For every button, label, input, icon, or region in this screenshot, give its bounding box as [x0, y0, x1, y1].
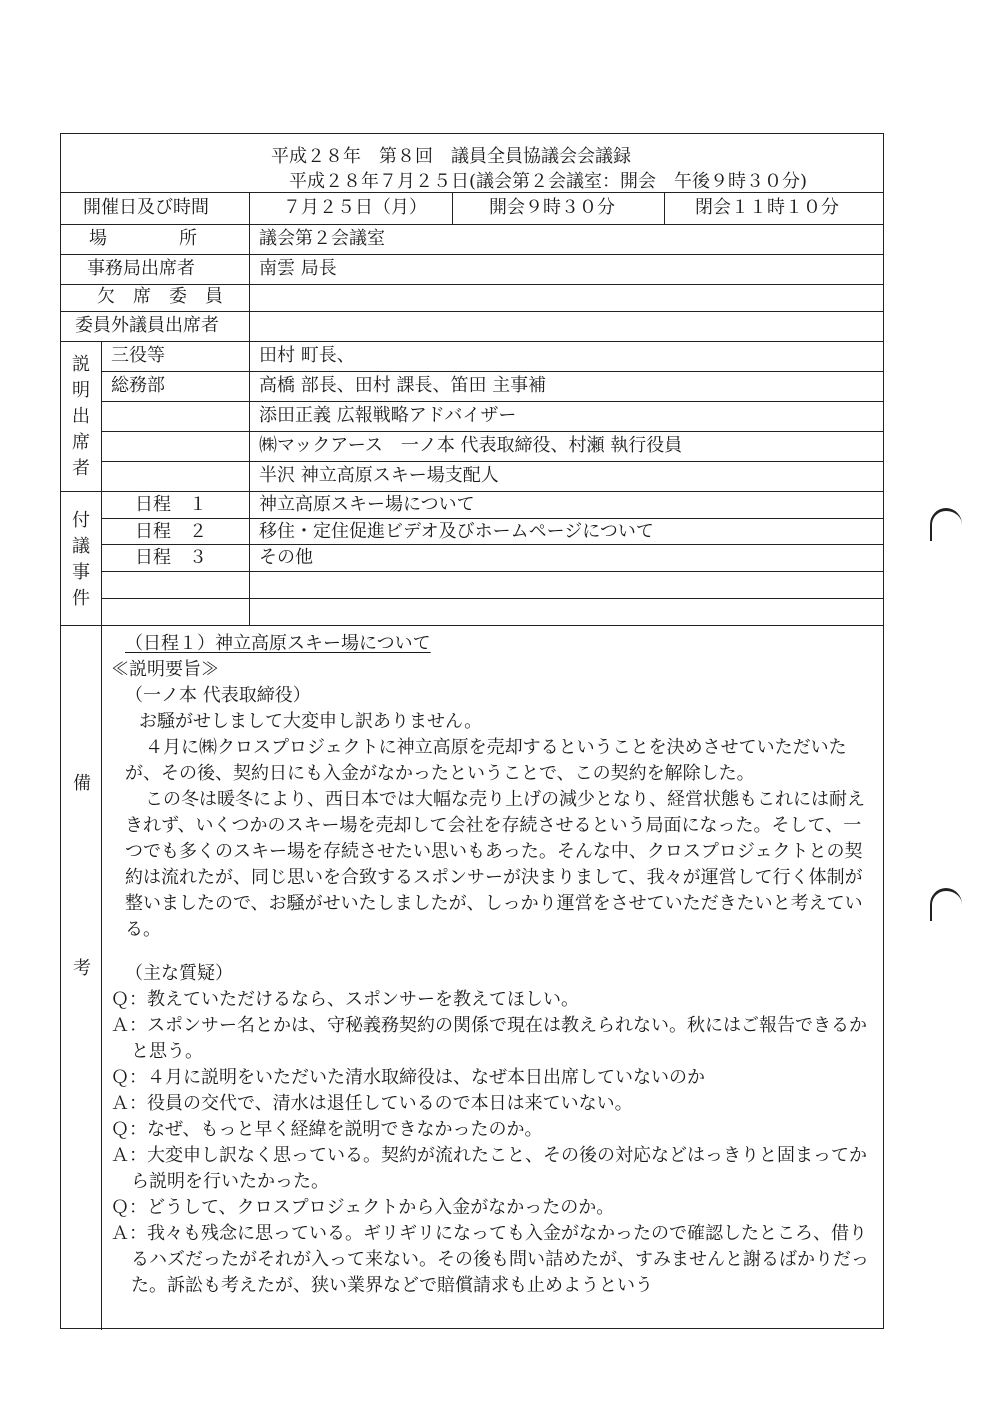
datetime-label: 開催日及び時間 [83, 197, 209, 218]
close-time: 閉会１１時１０分 [695, 197, 839, 218]
speaker-label: （一ノ本 代表取締役） [125, 685, 311, 706]
office-attendee-value: 南雲 局長 [259, 258, 337, 279]
agenda-item-number: 日程 １ [135, 494, 207, 515]
office-attendee-label: 事務局出席者 [87, 258, 195, 279]
attendee-names: 田村 町長、 [259, 345, 355, 366]
attendee-group: 三役等 [111, 345, 165, 366]
document-subtitle: 平成２８年７月２５日(議会第２会議室：開会 午後９時３０分) [289, 171, 808, 192]
qa-line: Ｑ：どうして、クロスプロジェクトから入金がなかったのか。 [111, 1197, 615, 1218]
attendee-names: 半沢 神立高原スキー場支配人 [259, 465, 499, 486]
qa-line: Ａ：大変申し訳なく思っている。契約が流れたこと、その後の対応などはっきりと固まってから説明を行いたかった。 [111, 1145, 867, 1192]
place-label: 場 所 [89, 228, 197, 249]
attendee-names: 高橋 部長、田村 課長、笛田 主事補 [259, 375, 547, 396]
attendee-names: 添田正義 広報戦略アドバイザー [259, 405, 517, 426]
qa-line: Ｑ：なぜ、もっと早く経緯を説明できなかったのか。 [111, 1119, 543, 1140]
agenda-item-number: 日程 ３ [135, 547, 207, 568]
binder-hole-mark [930, 508, 962, 541]
attendees-label: 説明出席者 [72, 354, 90, 479]
attendee-group: 総務部 [111, 375, 165, 396]
binder-hole-mark [930, 888, 962, 921]
attendee-names: ㈱マックアース 一ノ本 代表取締役、村瀬 執行役員 [259, 435, 683, 456]
place-value: 議会第２会議室 [259, 228, 385, 249]
remarks-heading: （日程１）神立高原スキー場について [125, 633, 431, 654]
meeting-date: ７月２５日（月） [283, 197, 427, 218]
qa-line: Ａ：スポンサー名とかは、守秘義務契約の関係で現在は教えられない。秋にはご報告できるかと思う。 [111, 1015, 867, 1062]
paragraph: ４月に㈱クロスプロジェクトに神立高原を売却するということを決めさせていただいたが、その後、契約日にも入金がなかったということで、この契約を解除した。 [125, 737, 847, 784]
qa-line: Ａ：我々も残念に思っている。ギリギリになっても入金がなかったので確認したところ、借りるハズだったがそれが入って来ない。その後も問い詰めたが、すみませんと謝るばかりだった。訴訟も考えたが、狭い業界などで賠償請求も止めようという [111, 1223, 869, 1296]
nonmember-label: 委員外議員出席者 [75, 315, 219, 336]
agenda-item-title: 神立高原スキー場について [259, 494, 475, 515]
remarks-body [111, 631, 879, 1299]
remarks-label-bottom: 考 [73, 958, 91, 979]
minutes-form [60, 133, 884, 1329]
paragraph: お騒がせしまして大変申し訳ありません。 [139, 711, 483, 732]
summary-label: ≪説明要旨≫ [111, 659, 219, 680]
qa-line: Ｑ：４月に説明をいただいた清水取締役は、なぜ本日出席していないのか [111, 1067, 705, 1088]
qa-label: （主な質疑） [125, 963, 233, 984]
agenda-item-title: その他 [259, 547, 313, 568]
qa-line: Ａ：役員の交代で、清水は退任しているので本日は来ていない。 [111, 1093, 633, 1114]
agenda-label: 付議事件 [72, 510, 90, 609]
paragraph: この冬は暖冬により、西日本では大幅な売り上げの減少となり、経営状態もこれには耐えきれず、いくつかのスキー場を売却して会社を存続させるという局面になった。そして、一つでも多くのスキー場を存続させたい思いもあった。そんな中、クロスプロジェクトとの契約は流れたが、同じ思いを合致するスポンサーが決まりまして、我々が運営して行く体制が整いましたので、お騒がせいたしましたが、しっかり運営をさせていただきたいと考えている。 [125, 789, 865, 940]
remarks-label-top: 備 [73, 773, 91, 794]
absent-label: 欠 席 委 員 [97, 286, 223, 307]
qa-line: Ｑ：教えていただけるなら、スポンサーを教えてほしい。 [111, 989, 579, 1010]
document-title: 平成２８年 第８回 議員全員協議会会議録 [271, 146, 631, 167]
agenda-item-number: 日程 ２ [135, 521, 207, 542]
open-time: 開会９時３０分 [489, 197, 615, 218]
agenda-item-title: 移住・定住促進ビデオ及びホームページについて [259, 521, 654, 542]
